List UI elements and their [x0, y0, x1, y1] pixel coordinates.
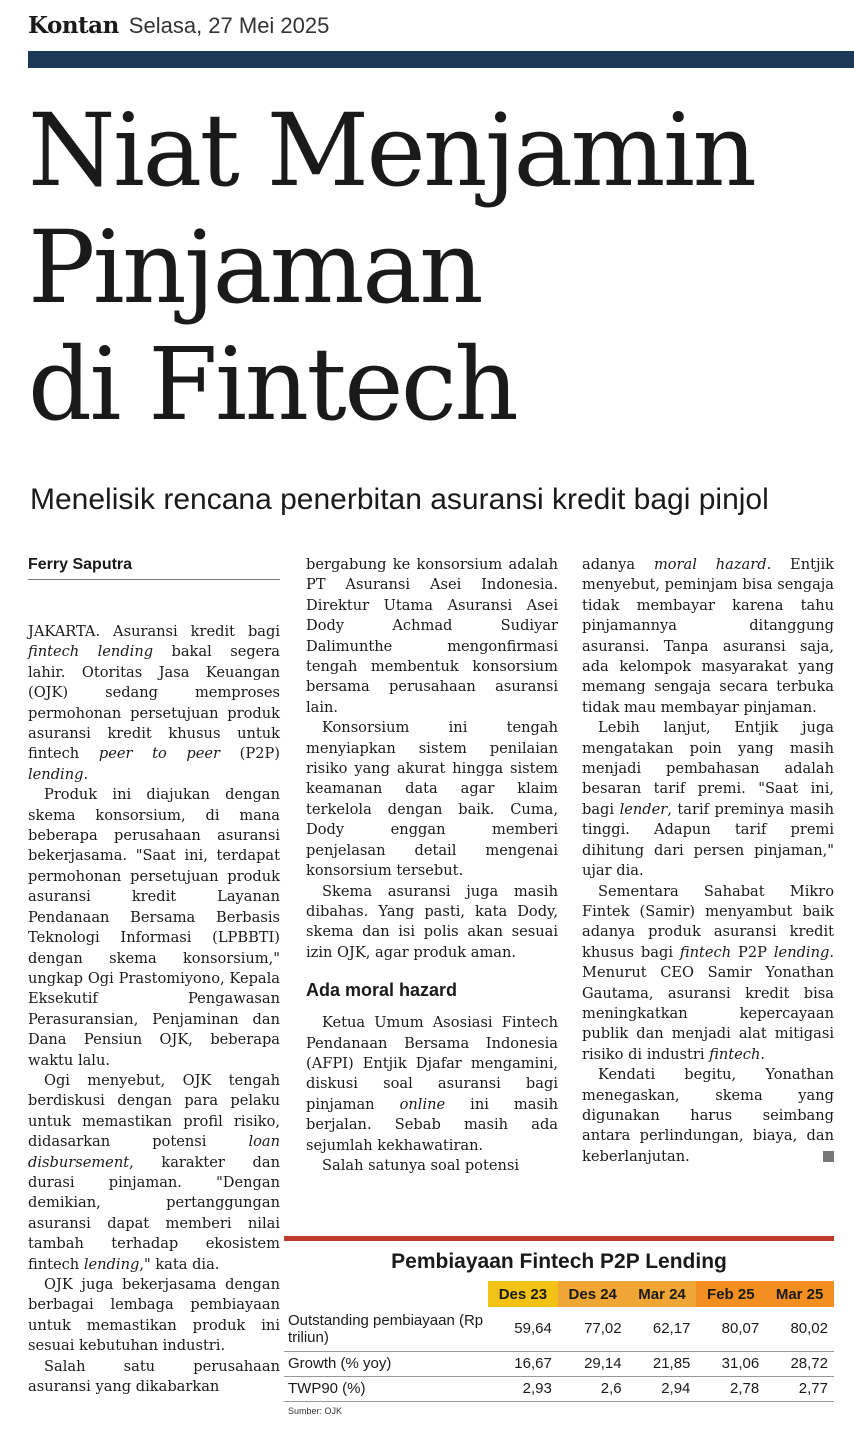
- table-cell: 2,94: [628, 1376, 697, 1401]
- headline-line: Pinjaman: [28, 209, 482, 326]
- data-table: [284, 1281, 834, 1402]
- paragraph: Konsorsium ini tengah menyiapkan sistem penilaian risiko yang akurat hingga sistem keamanan data agar klaim terkelola dengan baik. Cuma, Dody enggan memberi penjelasan detail mengenai konsorsium tersebut.: [306, 719, 558, 880]
- paragraph: Sementara Sahabat Mikro Fintek (Samir) menyambut baik adanya produk asuransi kredit khusus bagi fintech P2P lending. Menurut CEO Samir Yonathan Gautama, asuransi kredit bisa meningkatkan kepercayaan publik dan menjadi alat mitigasi risiko di industri fintech.: [582, 882, 834, 1063]
- row-label: TWP90 (%): [284, 1376, 488, 1401]
- brand-logo: Kontan: [28, 12, 119, 39]
- table-row: [284, 1376, 834, 1401]
- table-row: [284, 1307, 834, 1351]
- row-label: Outstanding pembiayaan (Rp triliun): [284, 1307, 488, 1351]
- paragraph: bergabung ke konsorsium adalah PT Asuransi Asei Indonesia. Direktur Utama Asuransi Asei Dody Achmad Sudiyar Dalimunthe mengonfirmasi tengah membentuk konsorsium bersama perusahaan asuransi lain.: [306, 556, 558, 716]
- table-cell: 80,02: [765, 1307, 834, 1351]
- header-bar: [28, 51, 854, 68]
- article-column-3: [582, 555, 834, 1167]
- table-cell: 2,77: [765, 1376, 834, 1401]
- table-cell: 77,02: [558, 1307, 628, 1351]
- byline: Ferry Saputra: [28, 556, 280, 580]
- publication-date: Selasa, 27 Mei 2025: [128, 13, 330, 38]
- paragraph: Ogi menyebut, OJK tengah berdiskusi dengan para pelaku untuk memastikan profil risiko, didasarkan potensi loan disbursement, karakter dan durasi pinjaman. "Dengan demikian, pertanggungan asuransi dapat memberi nilai tambah terhadap ekosistem fintech lending," kata dia.: [28, 1071, 280, 1273]
- paragraph: Lebih lanjut, Entjik juga mengatakan poin yang masih menjadi pembahasan adalah besaran tarif premi. "Saat ini, bagi lender, tarif preminya masih tinggi. Adapun tarif premi dihitung dari persen pinjaman," ujar dia.: [582, 719, 834, 880]
- paragraph: Skema asuransi juga masih dibahas. Yang pasti, kata Dody, skema dan isi polis akan sesuai izin OJK, agar produk aman.: [306, 882, 558, 961]
- column-header: Des 24: [558, 1281, 628, 1307]
- paragraph: Produk ini diajukan dengan skema konsorsium, di mana beberapa perusahaan asuransi bekerjasama. "Saat ini, terdapat permohonan persetujuan produk asuransi kredit Layanan Pendanaan Bersama Berbasis Teknologi Informasi (LPBBTI) dengan skema konsorsium," ungkap Ogi Prastomiyono, Kepala Eksekutif Pengawasan Perasuransian, Penjaminan dan Dana Pensiun OJK, beberapa waktu lalu.: [28, 786, 280, 1069]
- table-cell: 29,14: [558, 1351, 628, 1376]
- table-header-blank: [284, 1281, 488, 1307]
- paragraph: JAKARTA. Asuransi kredit bagi fintech lending bakal segera lahir. Otoritas Jasa Keuangan (OJK) sedang memproses permohonan persetujuan produk asuransi kredit khusus untuk fintech peer to peer (P2P) lending.: [28, 623, 280, 783]
- section-subhead: Ada moral hazard: [306, 980, 458, 1001]
- deck-subtitle: Menelisik rencana penerbitan asuransi kredit bagi pinjol: [30, 483, 769, 516]
- paragraph: Salah satu perusahaan asuransi yang dikabarkan: [28, 1357, 280, 1396]
- table-cell: 21,85: [628, 1351, 697, 1376]
- paragraph: adanya moral hazard. Entjik menyebut, peminjam bisa sengaja tidak membayar karena tahu pinjamannya ditanggung asuransi. Tanpa asuransi saja, ada kelompok masyarakat yang memang sengaja secara terbuka tidak mau membayar pinjaman.: [582, 556, 834, 716]
- table-cell: 2,93: [488, 1376, 558, 1401]
- row-label: Growth (% yoy): [284, 1351, 488, 1376]
- headline: [28, 92, 828, 443]
- table-cell: 31,06: [696, 1351, 765, 1376]
- paragraph: Ketua Umum Asosiasi Fintech Pendanaan Bersama Indonesia (AFPI) Entjik Djafar mengamini, diskusi soal asuransi bagi pinjaman online ini masih berjalan. Sebab masih ada sejumlah kekhawatiran.: [306, 1014, 559, 1154]
- column-header: Mar 25: [765, 1281, 834, 1307]
- table-cell: 62,17: [628, 1307, 697, 1351]
- column-header: Feb 25: [696, 1281, 765, 1307]
- column-header: Des 23: [488, 1281, 558, 1307]
- table-source: Sumber: OJK: [288, 1405, 343, 1416]
- paragraph: Salah satunya soal potensi: [322, 1156, 520, 1174]
- table-cell: 16,67: [488, 1351, 558, 1376]
- table-cell: 59,64: [488, 1307, 558, 1351]
- article-column-2: [306, 555, 558, 1176]
- data-table-box: [284, 1236, 834, 1416]
- article-column-1: [28, 622, 280, 1397]
- column-header: Mar 24: [628, 1281, 697, 1307]
- table-title: Pembiayaan Fintech P2P Lending: [391, 1250, 727, 1273]
- table-cell: 28,72: [765, 1351, 834, 1376]
- table-cell: 80,07: [696, 1307, 765, 1351]
- paragraph: OJK juga bekerjasama dengan berbagai lembaga pembiayaan untuk memastikan produk ini sesuai kebutuhan industri.: [28, 1276, 280, 1355]
- table-row: [284, 1351, 834, 1376]
- headline-line: di Fintech: [28, 326, 517, 443]
- masthead: [28, 12, 329, 42]
- table-header-row: [284, 1281, 834, 1307]
- table-cell: 2,6: [558, 1376, 628, 1401]
- end-mark-icon: [823, 1151, 834, 1162]
- paragraph: Kendati begitu, Yonathan menegaskan, skema yang digunakan harus seimbang antara perlindungan, biaya, dan keberlanjutan.: [582, 1066, 834, 1165]
- table-cell: 2,78: [696, 1376, 765, 1401]
- headline-line: Niat Menjamin: [28, 92, 755, 209]
